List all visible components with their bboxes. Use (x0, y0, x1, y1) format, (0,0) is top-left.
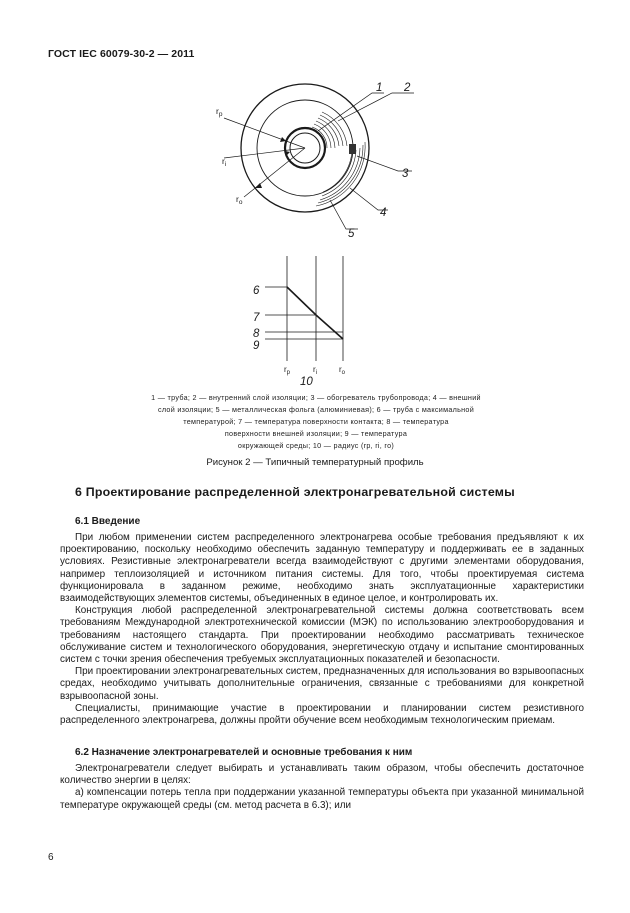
subsection-title-6-1: 6.1 Введение (75, 516, 141, 527)
legend-line: поверхности внешней изоляции; 9 — температура (224, 429, 408, 438)
legend-line: слой изоляции; 5 — металлическая фольга (алюминиевая); 6 — труба с максимальной (157, 405, 475, 414)
level-7: 7 (253, 312, 260, 324)
callout-2: 2 (404, 82, 411, 94)
level-6: 6 (253, 285, 260, 297)
level-9: 9 (253, 340, 260, 352)
section-body-6-2 (60, 763, 584, 812)
callout-1: 1 (376, 82, 383, 94)
rp-label: $r_p$ (216, 106, 223, 118)
legend-line: 1 — труба; 2 — внутренний слой изоляции; 3 — обогреватель трубопровода; 4 — внешний (151, 393, 481, 402)
callout-4: 4 (380, 207, 387, 219)
tick-ro: $r_o$ (339, 365, 346, 376)
subsection-title-6-2: 6.2 Назначение электронагревателей и основные требования к ним (75, 747, 413, 758)
standard-header: ГОСТ IEC 60079-30-2 — 2011 (48, 48, 195, 60)
paragraph: а) компенсации потерь тепла при поддержании указанной температуры объекта при указанной минимальной температуре окружающей среды (см. метод расчета в 6.3); или (60, 787, 584, 811)
ro-label: $r_o$ (236, 194, 243, 206)
legend-line: температурой; 7 — температура поверхности контакта; 8 — температура (183, 417, 449, 426)
paragraph: При проектировании электронагревательных систем, предназначенных для использования во взрывоопасных средах, необходимо учитывать дополнительные ограничения, связанные с требованиями для конкретной взрывоопасной зоны. (60, 666, 584, 702)
section-title: 6 Проектирование распределенной электронагревательной системы (75, 485, 515, 499)
radius-axis-label: 10 (300, 376, 313, 388)
level-8: 8 (253, 328, 260, 340)
tick-rp: $r_p$ (284, 365, 291, 376)
paragraph: Конструкция любой распределенной электронагревательной системы должна соответствовать всем требованиям Международной электротехнической комиссии (МЭК) по использованию электрооборудования и требованиям настоящего стандарта. При проектировании необходимо рассматривать техническое обслуживание систем и технологического оборудования, энергетическую отдачу и испытание смонтированных систем с точки зрения обеспечения требуемых эксплуатационных показателей и безопасности. (60, 605, 584, 666)
figure-caption: Рисунок 2 — Типичный температурный профиль (206, 457, 424, 468)
tick-ri: $r_i$ (313, 365, 318, 376)
paragraph: При любом применении систем распределенного электронагрева особые требования предъявляют к их проектированию, поскольку необходимо обеспечить заданную температуру и поддерживать ее в заданных условиях. Резистивные электронагреватели всегда взаимодействуют с другими элементами оборудования, например теплоизоляцией и источником питания системы. Для того, чтобы проектируемая система функционировала в заданном режиме, необходимо знать эксплуатационные характеристики взаимодействующих элементов системы, объединенных в единое целое, и контролировать их. (60, 532, 584, 605)
temperature-curve (287, 287, 343, 339)
section-body-6-1 (60, 532, 584, 727)
figure-legend (96, 392, 536, 452)
heater-tracer (349, 144, 356, 154)
paragraph: Специалисты, принимающие участие в проектировании и планировании систем резистивного распределенного электронагрева, должны пройти обучение всем необходимым технологическим приемам. (60, 702, 584, 727)
page-number: 6 (48, 852, 54, 863)
paragraph: Электронагреватели следует выбирать и устанавливать таким образом, чтобы обеспечить достаточное количество энергии в целях: (60, 763, 584, 787)
ri-label: $r_i$ (222, 156, 227, 168)
temperature-profile-chart (240, 252, 440, 392)
callout-3: 3 (402, 168, 409, 180)
legend-line: окружающей среды; 10 — радиус (rp, ri, ro) (237, 441, 395, 450)
callout-5: 5 (348, 228, 355, 240)
